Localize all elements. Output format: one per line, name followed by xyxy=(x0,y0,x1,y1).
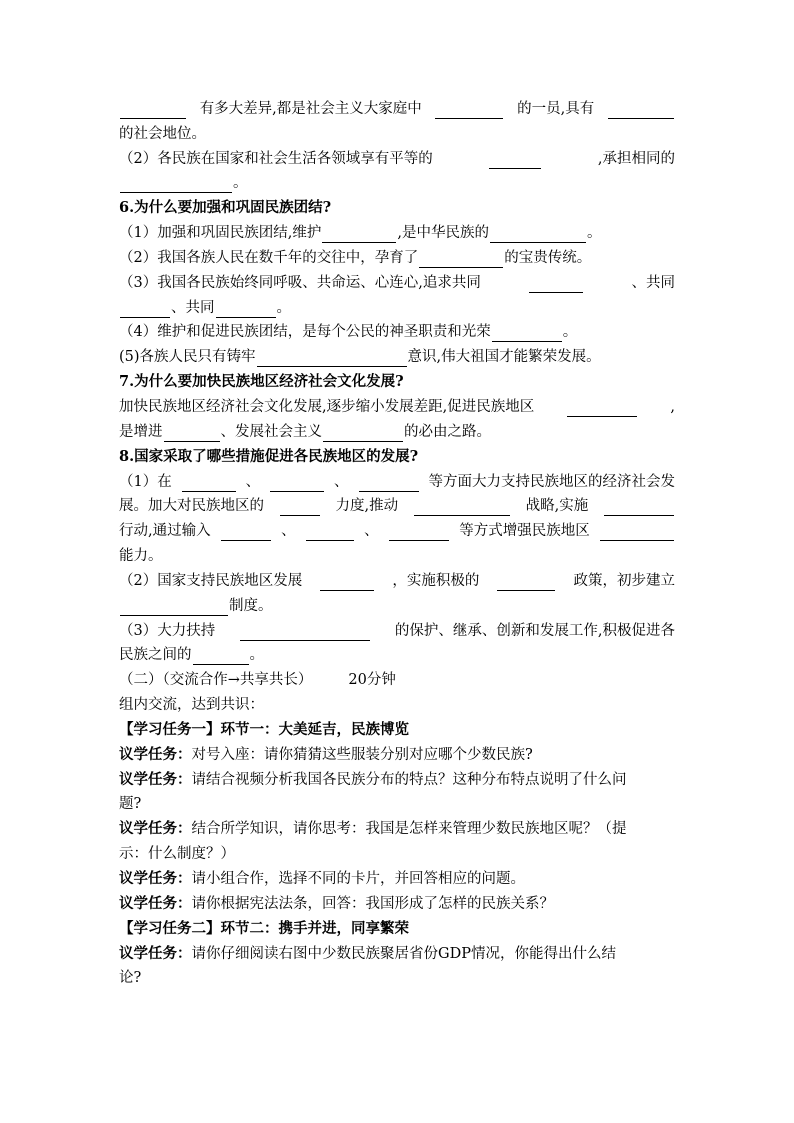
fill-blank[interactable] xyxy=(414,500,510,516)
text-line: （4）维护和促进民族团结，是每个公民的神圣职责和光荣 。 xyxy=(119,324,578,341)
fill-blank[interactable] xyxy=(270,476,324,492)
text-line: 、共同 。 xyxy=(119,293,675,318)
text-line: 是增进 、发展社会主义 的必由之路。 xyxy=(119,423,491,440)
fill-blank[interactable] xyxy=(497,575,555,591)
fill-blank[interactable] xyxy=(567,401,637,417)
fill-blank[interactable] xyxy=(490,227,586,243)
task-heading: 【学习任务一】环节一：大美延吉，民族博览 xyxy=(119,720,409,738)
text-line: 有多大差异,都是社会主义大家庭中 的一员,具有 xyxy=(119,94,675,119)
text-line: （2）各民族在国家和社会生活各领域享有平等的 ,承担相同的 xyxy=(119,150,675,167)
fill-blank[interactable] xyxy=(193,649,249,665)
fill-blank[interactable] xyxy=(435,103,503,119)
text-line: 展。加大对民族地区的 力度,推动 战略,实施 xyxy=(119,492,675,517)
task-line: 议学任务： 对号入座：请你猜猜这些服装分别对应哪个少数民族? xyxy=(119,745,533,763)
task-line: 议学任务： 请小组合作，选择不同的卡片，并回答相应的问题。 xyxy=(119,870,525,887)
fill-blank[interactable] xyxy=(240,625,370,641)
text-line: （1）加强和巩固民族团结,维护 ,是中华民族的 。 xyxy=(119,225,602,242)
fill-blank[interactable] xyxy=(389,525,449,541)
task-heading: 【学习任务二】环节二：携手并进，同享繁荣 xyxy=(119,919,409,937)
task-line: 议学任务： 请你仔细阅读右图中少数民族聚居省份GDP情况，你能得出什么结 xyxy=(119,944,616,962)
text-line: （3）大力扶持 的保护、继承、创新和发展工作,积极促进各 xyxy=(119,622,675,639)
question-heading: 7.为什么要加快民族地区经济社会文化发展? xyxy=(119,373,404,391)
text-line: 民族之间的 。 xyxy=(119,647,264,664)
fill-blank[interactable] xyxy=(120,103,186,119)
text-line: 组内交流，达到共识： xyxy=(119,697,264,714)
fill-blank[interactable] xyxy=(182,476,236,492)
task-line: 议学任务： 请你根据宪法法条，回答：我国形成了怎样的民族关系？ xyxy=(119,894,554,912)
fill-blank[interactable] xyxy=(120,302,170,318)
fill-blank[interactable] xyxy=(280,500,320,516)
section-heading: （二）（交流合作→共享共长） 20分钟 xyxy=(119,672,396,689)
question-heading: 8.国家采取了哪些措施促进各民族地区的发展? xyxy=(119,447,419,465)
fill-blank[interactable] xyxy=(120,177,232,193)
fill-blank[interactable] xyxy=(216,302,276,318)
worksheet-page xyxy=(119,94,675,988)
text-line: 论? xyxy=(119,970,142,987)
fill-blank[interactable] xyxy=(419,252,503,268)
fill-blank[interactable] xyxy=(359,476,419,492)
text-line: (5)各族人民只有铸牢 意识,伟大祖国才能繁荣发展。 xyxy=(119,349,601,366)
fill-blank[interactable] xyxy=(322,227,396,243)
text-line: （2）我国各族人民在数千年的交往中，孕育了 的宝贵传统。 xyxy=(119,249,592,266)
fill-blank[interactable] xyxy=(320,575,374,591)
fill-blank[interactable] xyxy=(492,326,562,342)
fill-blank[interactable] xyxy=(323,426,403,442)
fill-blank[interactable] xyxy=(529,277,583,293)
fill-blank[interactable] xyxy=(608,103,674,119)
fill-blank[interactable] xyxy=(120,600,228,616)
text-line: 的社会地位。 xyxy=(119,125,206,142)
text-line: （3）我国各民族始终同呼吸、共命运、心连心,追求共同 、共同 xyxy=(119,274,675,291)
fill-blank[interactable] xyxy=(257,351,407,367)
fill-blank[interactable] xyxy=(604,500,674,516)
fill-blank[interactable] xyxy=(164,426,220,442)
text-line: （1）在 、 、 等方面大力支持民族地区的经济社会发 xyxy=(119,473,675,490)
task-line: 议学任务： 结合所学知识，请你思考：我国是怎样来管理少数民族地区呢？（提 xyxy=(119,820,627,838)
fill-blank[interactable] xyxy=(306,525,354,541)
fill-blank[interactable] xyxy=(489,153,541,169)
fill-blank[interactable] xyxy=(600,525,674,541)
text-line: 能力。 xyxy=(119,548,163,565)
question-heading: 6.为什么要加强和巩固民族团结? xyxy=(119,199,332,217)
text-line: 示：什么制度？） xyxy=(119,846,235,863)
text-line: 制度。 xyxy=(119,591,675,616)
text-line: 。 xyxy=(119,169,675,194)
task-line: 议学任务： 请结合视频分析我国各民族分布的特点？这种分布特点说明了什么问 xyxy=(119,770,627,788)
fill-blank[interactable] xyxy=(221,525,271,541)
text-line: 行动,通过输入 、 、 等方式增强民族地区 xyxy=(119,516,675,541)
text-line: （2）国家支持民族地区发展 ，实施积极的 政策，初步建立 xyxy=(119,572,675,589)
text-line: 加快民族地区经济社会文化发展,逐步缩小发展差距,促进民族地区 , xyxy=(119,398,675,415)
text-line: 题? xyxy=(119,796,142,813)
